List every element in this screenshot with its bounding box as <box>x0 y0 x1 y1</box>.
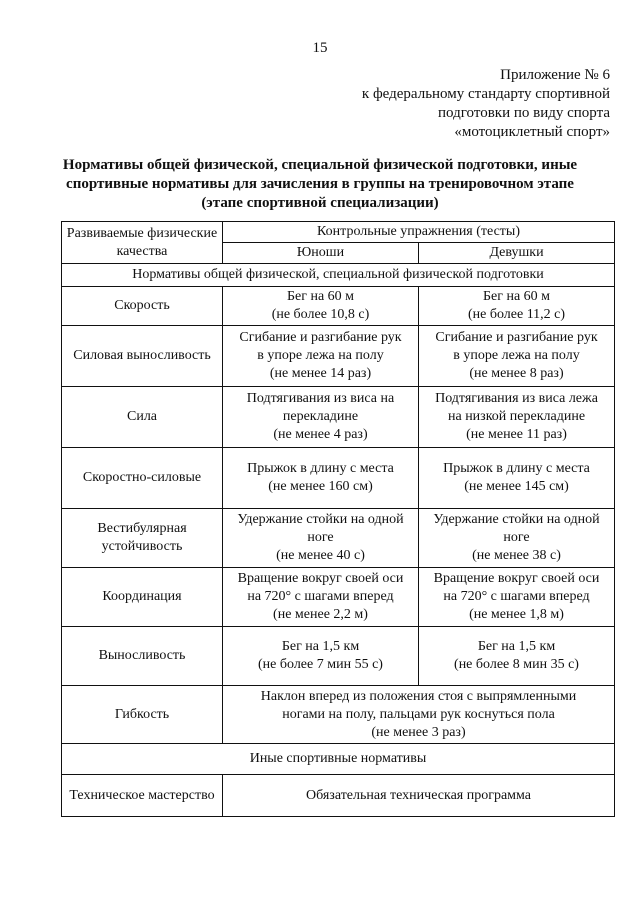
cell-line: на 720° с шагами вперед <box>443 589 590 604</box>
cell-line: Наклон вперед из положения стоя с выпрямленными <box>260 688 577 704</box>
cell-line: (не менее 8 раз) <box>469 366 564 381</box>
page-number: 15 <box>312 40 328 56</box>
boys-cell <box>223 287 419 326</box>
cell-line: (не менее 40 с) <box>276 548 365 563</box>
boys-cell <box>223 448 419 509</box>
quality-cell: Гибкость <box>62 686 223 744</box>
cell-line: Бег на 60 м <box>482 289 551 304</box>
cell-line: на низкой перекладине <box>447 409 586 424</box>
appendix-line: подготовки по виду спорта <box>438 105 610 121</box>
header-qualities: Развиваемые физические качества <box>62 222 223 264</box>
cell-line: ногами на полу, пальцами рук коснуться пола <box>282 706 555 722</box>
table-row <box>62 287 615 326</box>
cell-line: на 720° с шагами вперед <box>247 589 394 604</box>
table-row <box>62 387 615 448</box>
cell-line: (не менее 38 с) <box>472 548 561 563</box>
header-tests: Контрольные упражнения (тесты) <box>223 222 615 243</box>
cell-line: (не более 7 мин 55 с) <box>258 657 383 672</box>
standards-table <box>61 221 615 817</box>
cell-line: (не более 8 мин 35 с) <box>454 657 579 672</box>
quality-cell: Координация <box>62 568 223 627</box>
header-boys: Юноши <box>223 243 419 264</box>
table-header-row <box>62 222 615 243</box>
appendix-header <box>250 66 610 142</box>
cell-line: Сгибание и разгибание рук <box>435 330 598 345</box>
boys-cell <box>223 568 419 627</box>
cell-line: (не менее 1,8 м) <box>469 607 564 622</box>
cell-line: Прыжок в длину с места <box>443 461 590 476</box>
boys-cell <box>223 627 419 686</box>
appendix-line: «мотоциклетный спорт» <box>454 124 610 140</box>
cell-line: Подтягивания из виса лежа <box>435 391 598 406</box>
table-row <box>62 326 615 387</box>
cell-line: устойчивость <box>101 539 183 554</box>
cell-line: (не менее 160 см) <box>268 479 373 494</box>
quality-cell: Силовая выносливость <box>62 326 223 387</box>
cell-line: (не более 11,2 с) <box>467 307 566 322</box>
cell-line: Бег на 1,5 км <box>281 639 360 654</box>
table-row <box>62 627 615 686</box>
girls-cell <box>419 448 615 509</box>
table-row <box>62 568 615 627</box>
section-row <box>62 264 615 287</box>
cell-line: Вращение вокруг своей оси <box>237 571 404 586</box>
cell-line: Вращение вокруг своей оси <box>433 571 600 586</box>
cell-line: в упоре лежа на полу <box>453 348 580 363</box>
cell-line: Прыжок в длину с места <box>247 461 394 476</box>
cell-line: перекладине <box>282 409 359 424</box>
section-row <box>62 744 615 775</box>
girls-cell <box>419 326 615 387</box>
section-general: Нормативы общей физической, специальной физической подготовки <box>62 264 615 287</box>
cell-line: (не менее 145 см) <box>464 479 569 494</box>
cell-line: (не менее 3 раз) <box>371 724 466 740</box>
cell-line: (не менее 4 раз) <box>273 427 368 442</box>
quality-cell <box>62 509 223 568</box>
table-row <box>62 686 615 744</box>
cell-line: Сгибание и разгибание рук <box>239 330 402 345</box>
girls-cell <box>419 568 615 627</box>
cell-line: ноге <box>503 530 530 545</box>
appendix-line: Приложение № 6 <box>500 67 610 83</box>
boys-cell <box>223 509 419 568</box>
cell-line: в упоре лежа на полу <box>257 348 384 363</box>
cell-line: Бег на 60 м <box>286 289 355 304</box>
header-girls: Девушки <box>419 243 615 264</box>
cell-line: Бег на 1,5 км <box>477 639 556 654</box>
quality-cell: Сила <box>62 387 223 448</box>
boys-cell <box>223 326 419 387</box>
girls-cell <box>419 287 615 326</box>
appendix-line: к федеральному стандарту спортивной <box>361 86 610 102</box>
quality-cell: Техническое мастерство <box>62 775 223 817</box>
girls-cell <box>419 509 615 568</box>
girls-cell <box>419 387 615 448</box>
title-line: спортивные нормативы для зачисления в группы на тренировочном этапе <box>66 176 574 192</box>
cell-line: (не более 10,8 с) <box>271 307 370 322</box>
quality-cell: Скоростно-силовые <box>62 448 223 509</box>
cell-line: Удержание стойки на одной <box>433 512 600 527</box>
table-row <box>62 509 615 568</box>
cell-line: (не менее 11 раз) <box>466 427 567 442</box>
technique-test-cell: Обязательная техническая программа <box>223 775 615 817</box>
flexibility-test-cell <box>223 686 615 744</box>
cell-line: (не менее 14 раз) <box>269 366 372 381</box>
cell-line: Вестибулярная <box>97 521 187 536</box>
boys-cell <box>223 387 419 448</box>
cell-line: (не менее 2,2 м) <box>273 607 368 622</box>
section-other: Иные спортивные нормативы <box>62 744 615 775</box>
cell-line: Удержание стойки на одной <box>237 512 404 527</box>
table-row <box>62 775 615 817</box>
title-line: Нормативы общей физической, специальной физической подготовки, иные <box>62 157 578 173</box>
quality-cell: Скорость <box>62 287 223 326</box>
quality-cell: Выносливость <box>62 627 223 686</box>
document-title <box>40 156 600 213</box>
title-line: (этапе спортивной специализации) <box>201 195 439 211</box>
cell-line: Подтягивания из виса на <box>246 391 395 406</box>
cell-line: ноге <box>307 530 334 545</box>
girls-cell <box>419 627 615 686</box>
table-row <box>62 448 615 509</box>
